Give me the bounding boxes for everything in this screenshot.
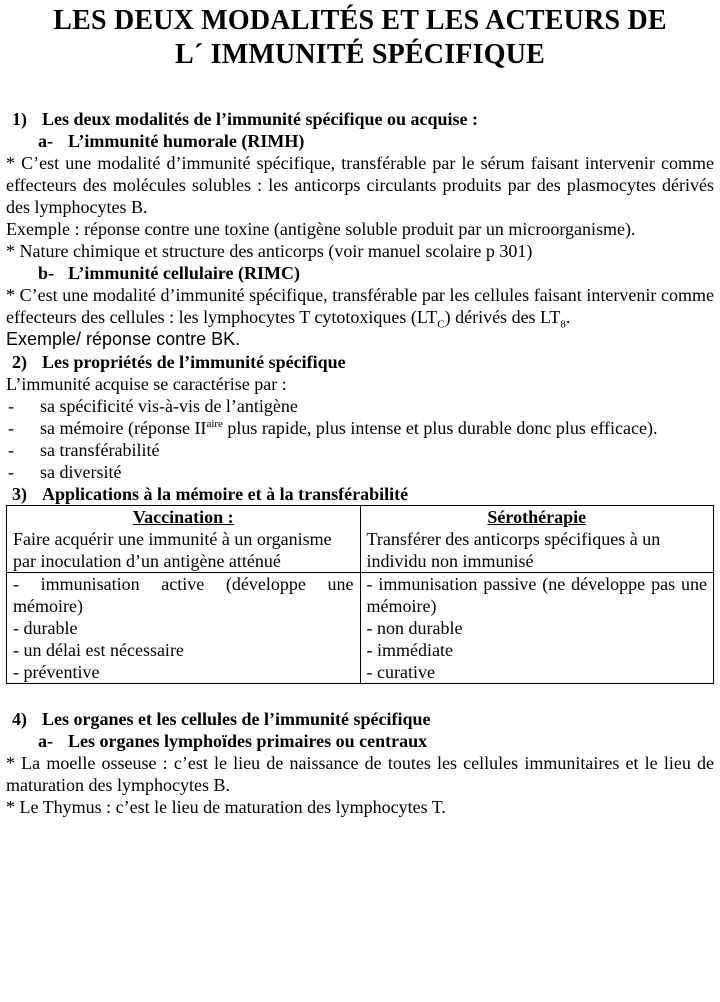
table-cell-serotherapy-traits — [360, 573, 714, 684]
serotherapy-header: Sérothérapie — [487, 507, 587, 527]
table-row — [7, 573, 714, 684]
document-title — [6, 0, 714, 72]
property-diversity: - sa diversité — [6, 461, 714, 483]
section-4-number: 4) — [12, 709, 27, 729]
section-2-number: 2) — [12, 352, 27, 372]
vaccination-trait: - préventive — [13, 662, 100, 682]
cellular-example: Exemple/ réponse contre BK. — [6, 329, 241, 349]
vaccination-trait: - immunisation active (développe une mémoire) — [13, 574, 354, 616]
table-cell-serotherapy — [360, 506, 714, 573]
section-4a-title: Les organes lymphoïdes primaires ou centraux — [68, 731, 428, 751]
serotherapy-trait: - non durable — [366, 618, 463, 638]
property-memory — [6, 417, 714, 439]
thymus-text: * Le Thymus : c’est le lieu de maturation des lymphocytes T. — [6, 797, 446, 817]
section-4a-number: a- — [38, 731, 53, 751]
table-cell-vaccination-traits — [7, 573, 361, 684]
section-1a-heading — [38, 130, 714, 152]
serotherapy-trait: - curative — [366, 662, 435, 682]
aire-superscript: aire — [206, 418, 223, 430]
vaccination-trait: - durable — [13, 618, 78, 638]
serotherapy-definition: Transférer des anticorps spécifiques à un individu non immunisé — [366, 529, 661, 571]
cellular-definition-end: . — [565, 307, 571, 327]
cellular-definition-mid: ) dérivés des LT — [444, 307, 561, 327]
section-2-heading — [6, 351, 714, 373]
vaccination-trait: - un délai est nécessaire — [13, 640, 184, 660]
properties-intro: L’immunité acquise se caractérise par : — [6, 374, 287, 394]
property-memory-rest: plus rapide, plus intense et plus durable donc plus efficace). — [222, 418, 658, 438]
title-line-2: L´ IMMUNITÉ SPÉCIFIQUE — [175, 39, 545, 70]
table-cell-vaccination — [7, 506, 361, 573]
section-3-heading — [6, 483, 714, 505]
vaccination-header: Vaccination : — [132, 507, 234, 527]
section-3-number: 3) — [12, 484, 27, 504]
humoral-definition: * C’est une modalité d’immunité spécifique, transférable par le sérum faisant intervenir comme effecteurs des molécules solubles : les anticorps circulants produits par des plasmocytes dérivés des lymphocytes B. — [6, 153, 714, 217]
section-4a-heading — [38, 730, 714, 752]
antibody-nature-note: * Nature chimique et structure des anticorps (voir manuel scolaire p 301) — [6, 241, 533, 261]
cellular-definition — [6, 284, 714, 331]
section-1-title: Les deux modalités de l’immunité spécifique ou acquise : — [42, 109, 479, 129]
property-memory-text: sa mémoire (réponse II — [40, 418, 207, 438]
cellular-definition-text: * C’est une modalité d’immunité spécifique, transférable par les cellules faisant intervenir comme effecteurs des cellules : les lymphocytes T cytotoxiques (LT — [6, 285, 714, 327]
title-line-1: LES DEUX MODALITÉS ET LES ACTEURS DE — [53, 5, 667, 36]
properties-list — [6, 395, 714, 483]
bone-marrow-text: * La moelle osseuse : c’est le lieu de naissance de toutes les cellules immunitaires et le lieu de maturation des lymphocytes B. — [6, 753, 714, 795]
section-2-title: Les propriétés de l’immunité spécifique — [42, 352, 346, 372]
section-1-heading — [6, 108, 714, 130]
serotherapy-trait: - immunisation passive (ne développe pas une mémoire) — [366, 574, 707, 616]
applications-table — [6, 505, 714, 684]
ltc-subscript: C — [437, 318, 445, 331]
section-1a-number: a- — [38, 131, 53, 151]
property-specificity: - sa spécificité vis-à-vis de l’antigène — [6, 395, 714, 417]
section-1-number: 1) — [12, 109, 27, 129]
section-1a-title: L’immunité humorale (RIMH) — [68, 131, 305, 151]
humoral-example: Exemple : réponse contre une toxine (antigène soluble produit par un microorganisme). — [6, 219, 636, 239]
property-transferability: - sa transférabilité — [6, 439, 714, 461]
section-1b-heading — [38, 262, 714, 284]
vaccination-definition: Faire acquérir une immunité à un organisme par inoculation d’un antigène atténué — [13, 529, 332, 571]
section-4-heading — [6, 708, 714, 730]
section-gap — [6, 684, 714, 708]
section-4-title: Les organes et les cellules de l’immunité spécifique — [42, 709, 431, 729]
serotherapy-trait: - immédiate — [366, 640, 453, 660]
section-3-title: Applications à la mémoire et à la transférabilité — [42, 484, 409, 504]
section-1b-title: L’immunité cellulaire (RIMC) — [68, 263, 300, 283]
table-row — [7, 506, 714, 573]
section-1b-number: b- — [38, 263, 55, 283]
lt8-subscript: 8 — [560, 318, 566, 331]
